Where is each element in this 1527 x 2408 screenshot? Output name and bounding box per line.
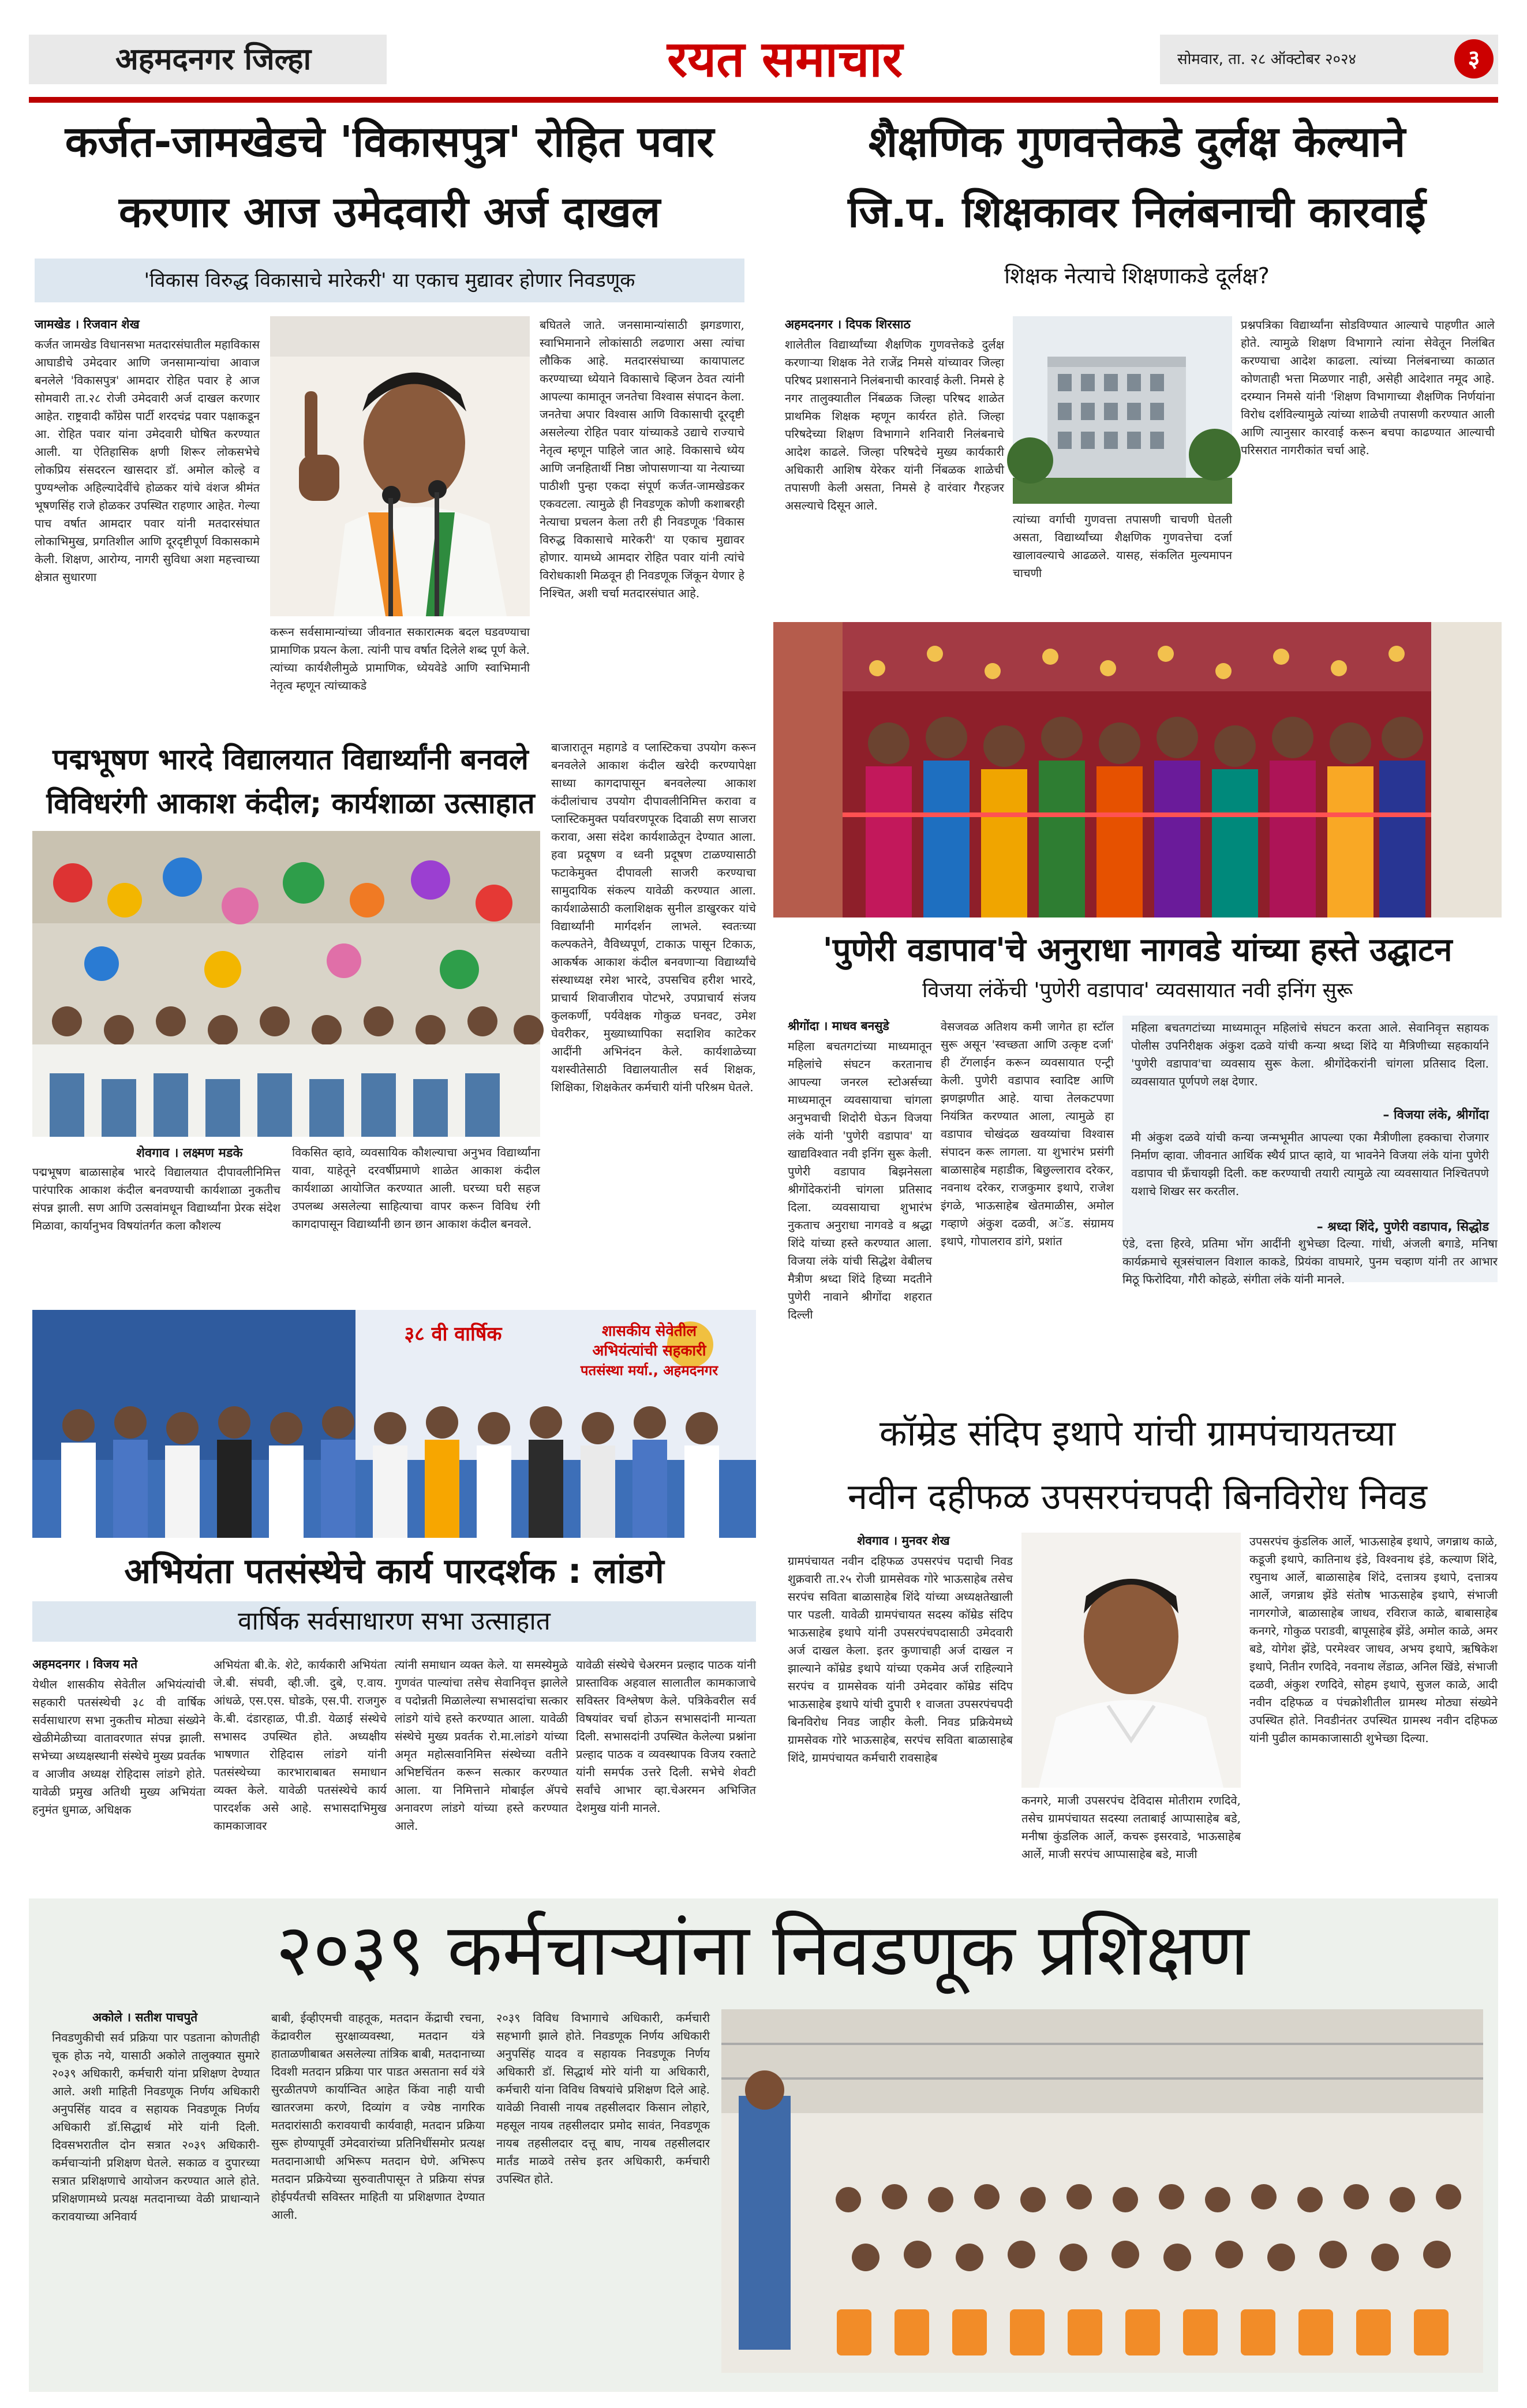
vadapav-inauguration-photo xyxy=(773,622,1502,917)
abhiyanta-headline[interactable]: अभियंता पतसंस्थेचे कार्य पारदर्शक : लांडगे xyxy=(124,1551,664,1591)
abhiyanta-col-1: येथील शासकीय सेवेतील अभियंत्यांची सहकारी पतसंस्थेची ३८ वी वार्षिक सर्वसाधारण सभा नुकतीच मोठ्या संख्येने खेळीमेळीच्या वातावरणात संपन्न झाली. सभेच्या अध्यक्षस्थानी संस्थेचे मुख्य प्रवर्तक व आजीव अध्यक्ष रोहिदास लांडगे होते. यावेळी प्रमुख अतिथी मुख्य अभियंता हनुमंत धुमाळ, अधिक्षक xyxy=(32,1677,205,1817)
kandil-col-1: पद्मभूषण बाळासाहेब भारदे विद्यालयात दीपावलीनिमित्त पारंपारिक आकाश कंदील बनवण्याची कार्यशाळा नुकतीच संपन्न झाली. सण आणि उत्सवांमधून विद्यार्थ्यांना प्रेरक संदेश मिळावा, कार्यानुभव विषयांतर्गत कला कौशल्य xyxy=(32,1165,280,1233)
zp-office-building-photo xyxy=(1013,316,1232,504)
abhiyanta-banner-line3: पतसंस्था मर्या., अहमदनगर xyxy=(580,1362,718,1379)
abhiyanta-col-4: यावेळी संस्थेचे चेअरमन प्रल्हाद पाठक यांनी प्रास्ताविक अहवाल सालातील कामकाजाचे सविस्तर विश्लेषण केले. पत्रिकेवरील सर्व विषयांवर चर्चा होऊन सभासदांनी मान्यता दिली. सभासदांनी उपस्थित केलेल्या प्रश्नांना प्रल्हाद पाठक व व्यवस्थापक विजय रक्ताटे यांनी समर्पक उत्तरे दिली. सभेचे शेवटी सर्वांचे आभार व्हा.चेअरमन अभिजित देशमुख यांनी मानले. xyxy=(576,1658,756,1815)
rohit-pawar-photo xyxy=(270,316,530,616)
rohit-headline-line2[interactable]: करणार आज उमेदवारी अर्ज दाखल xyxy=(118,188,661,237)
rohit-subheadline: 'विकास विरुद्ध विकासाचे मारेकरी' या एकाच मुद्यावर होणार निवडणूक xyxy=(35,259,744,302)
vadapav-byline: श्रीगोंदा । माधव बनसुडे xyxy=(788,1019,889,1033)
district-label: अहमदनगर जिल्हा xyxy=(29,35,387,84)
zp-subheadline: शिक्षक नेत्याचे शिक्षणाकडे दूर्लक्ष? xyxy=(1004,263,1270,289)
abhiyanta-banner-line2: अभियंत्यांची सहकारी xyxy=(592,1342,706,1360)
training-col-1: निवडणुकीची सर्व प्रक्रिया पार पडताना कोणतीही चूक होऊ नये, यासाठी अकोले तालुक्यात सुमारे २०३९ अधिकारी, कर्मचारी यांना प्रशिक्षण देण्यात आले. अशी माहिती निवडणूक निर्णय अधिकारी अनुपसिंह यादव व सहायक निवडणूक निर्णय अधिकारी डॉ.सिद्धार्थ मोरे यांनी दिली. दिवसभरातील दोन सत्रात २०३९ अधिकारी-कर्मचाऱ्यांनी प्रशिक्षण घेतले. सकाळ व दुपारच्या सत्रात प्रशिक्षणाचे आयोजन करण्यात आले होते. प्रशिक्षणामध्ये प्रत्यक्ष मतदानाच्या वेळी प्राधान्याने करावयाच्या अनिवार्य xyxy=(52,2031,260,2223)
vadapav-col-2: वेसजवळ अतिशय कमी जागेत हा स्टॉल सुरू असून 'स्वच्छता आणि उत्कृष्ट दर्जा' ही टॅगलाईन करून व्यवसायात एन्ट्री केली. पुणेरी वडापाव स्वादिष्ट आणि झणझणीत आहे. याचा तेलकटपणा नियंत्रित करण्यात आला, त्यामुळे हा वडापाव चोखंदळ खवय्यांचा विश्वास संपादन करू लागला. या शुभारंभ प्रसंगी बाळासाहेब महाडीक, बिछुल्लाराव दरेकर, नवनाथ दरेकर, राजकुमार इथापे, राजेश इंगळे, भाऊसाहेब खेतमाळीस, अमोल गव्हाणे अंकुश दळवी, अॅड. संग्रामय इथापे, गोपालराव डांगे, प्रशांत xyxy=(941,1020,1114,1248)
comrade-col-1: ग्रामपंचायत नवीन दहिफळ उपसरपंच पदाची निवड शुक्रवारी ता.२५ रोजी ग्रामसेवक गोरे भाऊसाहेब तसेच सरपंच सविता बाळासाहेब शिंदे यांच्या अध्यक्षतेखाली पार पडली. यावेळी ग्रामपंचायत सदस्य कॉम्रेड संदिप भाऊसाहेब इथापे यांनी उपसरपंचपदासाठी उमेदवारी अर्ज दाखल केला. इतर कुणाचाही अर्ज दाखल न झाल्याने कॉम्रेड इथापे यांच्या एकमेव अर्ज राहिल्याने सरपंच व ग्रामसेवक यांनी उमेदवार कॉम्रेड संदिप भाऊसाहेब इथापे यांची दुपारी १ वाजता उपसरपंचपदी बिनविरोध निवड जाहीर केली. निवड प्रक्रियेमध्ये ग्रामसेवक गोरे भाऊसाहेब, सरपंच सविता बाळासाहेब शिंदे, ग्रामपंचायत कर्मचारी रावसाहेब xyxy=(788,1554,1013,1765)
vadapav-col-3: एंडे, दत्ता हिरवे, प्रतिमा भोंग आदींनी शुभेच्छा दिल्या. गांधी, अंजली बगाडे, मनिषा कार्यक्रमाचे सूत्रसंचालन विशाल काकडे, प्रियंका वाघमारे, पुनम चव्हाण यांनी तर आभार मिठू फिरोदिया, गौरी कोहळे, संगीता लंके यांनी मानले. xyxy=(1122,1237,1498,1286)
vadapav-quote-2-sign: – श्रध्दा शिंदे, पुणेरी वडापाव, सिद्धोड xyxy=(1316,1220,1489,1234)
kandil-col-3: बाजारातून महागडे व प्लास्टिकचा उपयोग करून बनवलेले आकाश कंदील खरेदी करण्यापेक्षा साध्या कागदापासून बनवलेल्या आकाश कंदीलांचाच उपयोग दीपावलीनिमित्त करावा व प्लास्टिकमुक्त पर्यावरणपूरक दिवाळी सण साजरा करावा, असा संदेश कार्यशाळेतून देण्यात आला. हवा प्रदूषण व ध्वनी प्रदूषण टाळण्यासाठी फटाकेमुक्त दीपावली साजरी करण्याचा सामुदायिक संकल्प यावेळी करण्यात आला. कार्यशाळेसाठी कलाशिक्षक सुनील डाखुरकर यांचे विद्यार्थ्यांनी मार्गदर्शन लाभले. स्वतःच्या कल्पकतेने, वैविध्यपूर्ण, टाकाऊ पासून टिकाऊ, आकर्षक आकाश कंदील बनवणाऱ्या विद्यार्थ्यांचे संस्थाध्यक्ष रमेश भारदे, उपसचिव हरीश भारदे, प्राचार्य शिवाजीराव पोटभरे, उपप्राचार्य संजय कुलकर्णी, पर्यवेक्षक गोकुळ घनवट, उमेश घेवरीकर, मुख्याध्यापिका सदाशिव काटेकर आदींनी अभिनंदन केले. कार्यशाळेच्या यशस्वीतेसाठी विद्यालयातील सर्व शिक्षक, शिक्षिका, शिक्षकेतर कर्मचारी यांनी परिश्रम घेतले. xyxy=(551,740,756,1094)
rohit-headline-line1[interactable]: कर्जत-जामखेडचे 'विकासपुत्र' रोहित पवार xyxy=(65,117,714,167)
vadapav-col-1: महिला बचतगटांच्या माध्यमातून महिलांचे संघटन करतानाच आपल्या जनरल स्टोअर्सच्या माध्यमातून व्यवसायाचा चांगला अनुभवाची शिदोरी घेऊन विजया लंके यांनी 'पुणेरी वडापाव' या खाद्यविश्वात नवी इनिंग सुरू केली. पुणेरी वडापाव बिझनेसला श्रीगोंदेकरांनी चांगला प्रतिसाद दिला. व्यवसायाचा शुभारंभ नुकताच अनुराधा नागवडे व श्रद्धा शिंदे यांच्या हस्ते करण्यात आला. विजया लंके यांची सिद्धेश वेबीलच मैत्रीण श्रध्दा शिंदे हिच्या मदतीने पुणेरी नावाने श्रीगोंदा शहरात दिल्ली xyxy=(788,1039,932,1321)
zp-col-3: प्रश्नपत्रिका विद्यार्थ्यांना सोडविण्यात आल्याचे पाहणीत आले होते. त्यामुळे शिक्षण विभागाने त्यांना सेवेतून निलंबित करण्याचा आदेश काढला. त्यांच्या निलंबनाच्या काळात कोणताही भत्ता मिळणार नाही, असेही आदेशात नमूद आहे. दरम्यान निमसे यांनी 'शिक्षण विभागाच्या शैक्षणिक निर्णयांना विरोध दर्शविल्यामुळे त्यांच्या शाळेची तपासणी करण्यात आली आणि त्यानुसार कारवाई करून बचपा काढण्यात आल्याची परिसरात नागरीकांत चर्चा आहे. xyxy=(1241,318,1495,457)
kandil-col-2: विकसित व्हावे, व्यवसायिक कौशल्याचा अनुभव विद्यार्थ्यांना यावा, याहेतूने दरवर्षीप्रमाणे शाळेत आकाश कंदील कार्यशाळा आयोजित करण्यात आली. घरच्या घरी सहज उपलब्ध असलेल्या साहित्याचा वापर करून विविध रंगी कागदापासून विद्यार्थ्यांनी छान छान आकाश कंदील बनवले. xyxy=(292,1145,540,1231)
rohit-col-3: बघितले जाते. जनसामान्यांसाठी झगडणारा, स्वाभिमानाने लोकांसाठी लढणारा असा त्यांचा लौकिक आहे. मतदारसंघाच्या कायापालट करण्याच्या ध्येयाने विकासाचे व्हिजन ठेवत त्यांनी आपल्या कामातून जनतेचा विश्वास संपादन केला. जनतेचा अपार विश्वास आणि विकासाची दूरदृष्टी असलेल्या रोहित पवार यांच्याकडे उद्याचे राज्याचे नेतृत्व म्हणून पाहिले जात आहे. विकासाचे ध्येय आणि जनहितार्थी निष्ठा जोपासणाऱ्या या नेत्याच्या पाठीशी पुन्हा एकदा संपूर्ण कर्जत-जामखेडकर एकवटला. त्यामुळे ही निवडणूक कोणी कशाबरही नेत्याचा प्रचलन केला तरी ही निवडणूक 'विकास विरुद्ध विकासाचे मारेकरी' या एकाच मुद्यावर होणार. यामध्ये आमदार रोहित पवार यांनी त्यांचे विरोधकाशी मिळवून ही निवडणूक जिंकून येणार हे निश्चित, अशी चर्चा मतदारसंघात आहे. xyxy=(540,318,744,600)
zp-byline: अहमदनगर । दिपक शिरसाठ xyxy=(785,317,911,331)
vadapav-headline[interactable]: 'पुणेरी वडापाव'चे अनुराधा नागवडे यांच्या हस्ते उद्घाटन xyxy=(822,931,1453,969)
kandil-headline-line2[interactable]: विविधरंगी आकाश कंदील; कार्यशाळा उत्साहात xyxy=(46,787,535,820)
training-col-2: बाबी, ईव्हीएमची वाहतूक, मतदान केंद्राची रचना, केंद्रावरील सुरक्षाव्यवस्था, मतदान यंत्रे हाताळणीबाबत असलेल्या तांत्रिक बाबी, मतदानाच्या दिवशी मतदान प्रक्रिया पार पाडत असताना सर्व यंत्रे सुरळीतपणे कार्यान्वित आहेत किंवा नाही याची खातरजमा करणे, दिव्यांग व ज्येष्ठ नागरिक मतदारांसाठी करावयाची कार्यवाही, मतदान प्रक्रिया सुरू होण्यापूर्वी उमेदवारांच्या प्रतिनिधींसमोर प्रत्यक्ष मतदानाआधी अभिरूप मतदान घेणे. अभिरूप मतदान प्रक्रियेच्या सुरुवातीपासून ते प्रक्रिया संपन्न होईपर्यंतची सविस्तर माहिती या प्रशिक्षणात देण्यात आली. xyxy=(271,2011,485,2222)
training-byline: अकोले । सतीश पाचपुते xyxy=(92,2010,198,2024)
vadapav-subheadline: विजया लंकेंची 'पुणेरी वडापाव' व्यवसायात नवी इनिंग सुरू xyxy=(922,979,1353,1002)
issue-date: सोमवार, ता. २८ ऑक्टोबर २०२४ xyxy=(1160,35,1498,84)
abhiyanta-byline: अहमदनगर । विजय मते xyxy=(32,1657,138,1671)
kandil-photo-caption: शेवगाव । लक्ष्मण मडके xyxy=(136,1146,243,1160)
vadapav-quote-2-text: मी अंकुश दळवे यांची कन्या जन्मभूमीत आपल्या एका मैत्रीणीला हक्काचा रोजगार निर्माण व्हावा. जीवनात आर्थिक स्थैर्य प्राप्त व्हावे, या भावनेने विजया लंके यांना पुणेरी वडापाव ची फ्रँचायझी दिली. कष्ट करण्याची तयारी त्यामुळे त्या व्यवसायात निश्चितपणे यशाचे शिखर सर करतील. xyxy=(1131,1130,1489,1198)
zp-col-1: शालेतील विद्यार्थ्यांच्या शैक्षणिक गुणवत्तेकडे दुर्लक्ष करणाऱ्या शिक्षक नेते राजेंद्र निमसे यांच्यावर जिल्हा परिषद प्रशासनाने निलंबनाची कारवाई केली. निमसे हे नगर तालुक्यातील निंबळक जिल्हा परिषद शाळेत प्राथमिक शिक्षक म्हणून कार्यरत होते. जिल्हा परिषदेच्या शिक्षण विभागाने शनिवारी निलंबनाचे आदेश काढले. जिल्हा परिषदेचे मुख्य कार्यकारी अधिकारी आशिष येरेकर यांनी निंबळक शाळेची तपासणी केली असता, निमसे हे वारंवार गैरहजर असल्याचे दिसून आले. xyxy=(785,338,1004,512)
masthead-title[interactable]: रयत समाचार xyxy=(667,30,903,88)
comrade-headline-line1[interactable]: कॉम्रेड संदिप इथापे यांची ग्रामपंचायतच्या xyxy=(879,1412,1396,1454)
zp-col-2: त्यांच्या वर्गाची गुणवत्ता तपासणी चाचणी घेतली असता, विद्यार्थ्यांच्या शैक्षणिक गुणवत्तेचा दर्जा खालावल्याचे आढळले. यासह, संकलित मुल्यमापन चाचणी xyxy=(1013,512,1232,580)
abhiyanta-col-3: त्यांनी समाधान व्यक्त केले. या समस्येमुळे गुणवंत पाल्यांचा तसेच सेवानिवृत्त झालेले व पदोन्नती मिळालेल्या सभासदांचा सत्कार लांडगे यांचे हस्ते करण्यात आला. यावेळी संस्थेचे मुख्य प्रवर्तक रो.मा.लांडगे यांच्या अमृत महोत्सवानिमित्त संस्थेच्या वतीने अभिष्टचिंतन करून सत्कार करण्यात आला. या निमित्ताने मोबाईल ॲपचे अनावरण लांडगे यांच्या हस्ते करण्यात आले. xyxy=(395,1658,568,1833)
comrade-col-2: कनगरे, माजी उपसरपंच देविदास मोतीराम रणदिवे, तसेच ग्रामपंचायत सदस्या लताबाई आप्पासाहेब बडे, मनीषा कुंडलिक आर्ले, कचरू इसरवाडे, भाऊसाहेब आर्ले, माजी सरपंच आप्पासाहेब बडे, माजी xyxy=(1021,1793,1241,1861)
kandil-headline-line1[interactable]: पद्मभूषण भारदे विद्यालयात विद्यार्थ्यांनी बनवले xyxy=(53,743,529,776)
comrade-byline: शेवगाव । मुनवर शेख xyxy=(857,1534,950,1548)
training-col-3: २०३९ विविध विभागाचे अधिकारी, कर्मचारी सहभागी झाले होते. निवडणूक निर्णय अधिकारी अनुपसिंह यादव व सहायक निवडणूक निर्णय अधिकारी डॉ. सिद्धार्थ मोरे यांनी या अधिकारी, कर्मचारी यांना विविध विषयांचे प्रशिक्षण दिले आहे. यावेळी निवासी नायब तहसीलदार किसान लोहारे, महसूल नायब तहसीलदार प्रमोद सावंत, निवडणूक नायब तहसीलदार दत्तू बाघ, नायब तहसीलदार मार्तंड माळवे तसेच इतर अधिकारी, कर्मचारी उपस्थित होते. xyxy=(496,2011,710,2186)
abhiyanta-subheadline: वार्षिक सर्वसाधारण सभा उत्साहात xyxy=(32,1601,756,1642)
comrade-headline-line2[interactable]: नवीन दहीफळ उपसरपंचपदी बिनविरोध निवड xyxy=(847,1475,1428,1518)
rohit-col-2: करून सर्वसामान्यांच्या जीवनात सकारात्मक बदल घडवण्याचा प्रामाणिक प्रयत्न केला. त्यांनी पाच वर्षात दिलेले शब्द पूर्ण केले. त्यांच्या कार्यशैलीमुळे प्रामाणिक, ध्येयवेडे आणि स्वाभिमानी नेतृत्व म्हणून त्यांच्याकडे xyxy=(270,625,530,692)
vadapav-quote-1-sign: – विजया लंके, श्रीगोंदा xyxy=(1383,1108,1489,1122)
rohit-col-1: कर्जत जामखेड विधानसभा मतदारसंघातील महाविकास आघाडीचे उमेदवार आणि जनसामान्यांचा आवाज बनलेले 'विकासपुत्र' आमदार रोहित पवार हे आज सोमवारी ता.२८ रोजी उमेदवारी अर्ज दाखल करणार आहेत. राष्ट्रवादी काँग्रेस पार्टी शरदचंद्र पवार पक्षाकडून आ. रोहित पवार यांना उमेदवारी घोषित करण्यात आली. या ऐतिहासिक क्षणी शिरूर लोकसभेचे लोकप्रिय संसदरत्न खासदार डॉ. अमोल कोल्हे व पुण्यश्लोक अहिल्यादेवींचे होळकर यांचे वंशज श्रीमंत भूषणसिंह राजे होळकर उपस्थित राहणार आहेत. गेल्या पाच वर्षात आमदार पवार यांनी मतदारसंघात लोकाभिमुख, प्रगतिशील आणि दूरदृष्टीपूर्ण विकासकामे केली. शिक्षण, आरोग्य, नागरी सुविधा अशा महत्त्वाच्या क्षेत्रात सुधारणा xyxy=(35,338,260,584)
zp-headline-line2[interactable]: जि.प. शिक्षकावर निलंबनाची कारवाई xyxy=(848,188,1426,237)
page-number-badge: ३ xyxy=(1454,39,1494,78)
sandip-ithape-portrait xyxy=(1021,1533,1241,1788)
training-headline[interactable]: २०३९ कर्मचाऱ्यांना निवडणूक प्रशिक्षण xyxy=(275,1909,1249,1992)
comrade-col-3: उपसरपंच कुंडलिक आर्ले, भाऊसाहेब इथापे, जगन्नाथ काळे, कडूजी इथापे, कातिनाथ इंडे, विश्वनाथ इंडे, कल्याण शिंदे, रघुनाथ आर्ले, बाळासाहेब शिंदे, दत्तात्रय इथापे, दत्तात्रय आर्ले, जगन्नाथ झेंडे संतोष भाऊसाहेब इथापे, संभाजी नागरगोजे, बाळासाहेब जाधव, रविराज काळे, बाबासाहेब कनगरे, गोकुळ पराडवी, बापूसाहेब झेंडे, अमोल काळे, अमर बडे, योगेश झेंडे, परमेश्वर जाधव, अभय इथापे, ऋषिकेश इथापे, नितीन रणदिवे, नवनाथ लेंडाळ, अनिल खिंडे, संभाजी दळवी, अंकुश रणदिवे, सोहम इथापे, सुजल काळे, आदी नवीन दहिफळ व पंचक्रोशीतील ग्रामस्थ मोठ्या संख्येने उपस्थित होते. निवडीनंतर उपस्थित ग्रामस्थ नवीन दहिफळ यांनी पुढील कामकाजासाठी शुभेच्छा दिल्या. xyxy=(1249,1534,1498,1745)
abhiyanta-col-2: अभियंता बी.के. शेटे, कार्यकारी अभियंता जे.बी. संघवी, व्ही.जी. दुबे, ए.वाय. आंधळे, एस.एस. घोडके, एस.पी. राजगुरु के.बी. दंडारहाळ, पी.डी. येळाई संस्थेचे सभासद उपस्थित होते. अध्यक्षीय भाषणात रोहिदास लांडगे यांनी पतसंस्थेच्या कारभाराबाबत समाधान व्यक्त केले. यावेळी पतसंस्थेचे कार्य पारदर्शक असे आहे. सभासदाभिमुख कामकाजावर xyxy=(214,1658,387,1833)
abhiyanta-banner-year: ३८ वी वार्षिक xyxy=(404,1323,502,1346)
zp-headline-line1[interactable]: शैक्षणिक गुणवत्तेकडे दुर्लक्ष केल्याने xyxy=(868,117,1406,167)
page-header xyxy=(29,28,1498,103)
vadapav-quote-1-text: महिला बचतगटांच्या माध्यमातून महिलांचे संघटन करता आले. सेवानिवृत्त सहायक पोलीस उपनिरीक्षक अंकुश दळवे यांची कन्या श्रध्दा शिंदे या मैत्रिणीच्या सहकार्याने 'पुणेरी वडापाव'चा व्यवसाय सुरू केला. श्रीगोंदेकरांनी चांगला प्रतिसाद दिला. व्यवसायात पूर्णपणे लक्ष देणार. xyxy=(1131,1021,1489,1088)
kandil-workshop-photo xyxy=(32,831,540,1137)
rohit-byline: जामखेड । रिजवान शेख xyxy=(35,317,140,331)
training-session-photo xyxy=(721,2009,1483,2373)
abhiyanta-banner-line1: शासकीय सेवेतील xyxy=(601,1323,697,1340)
